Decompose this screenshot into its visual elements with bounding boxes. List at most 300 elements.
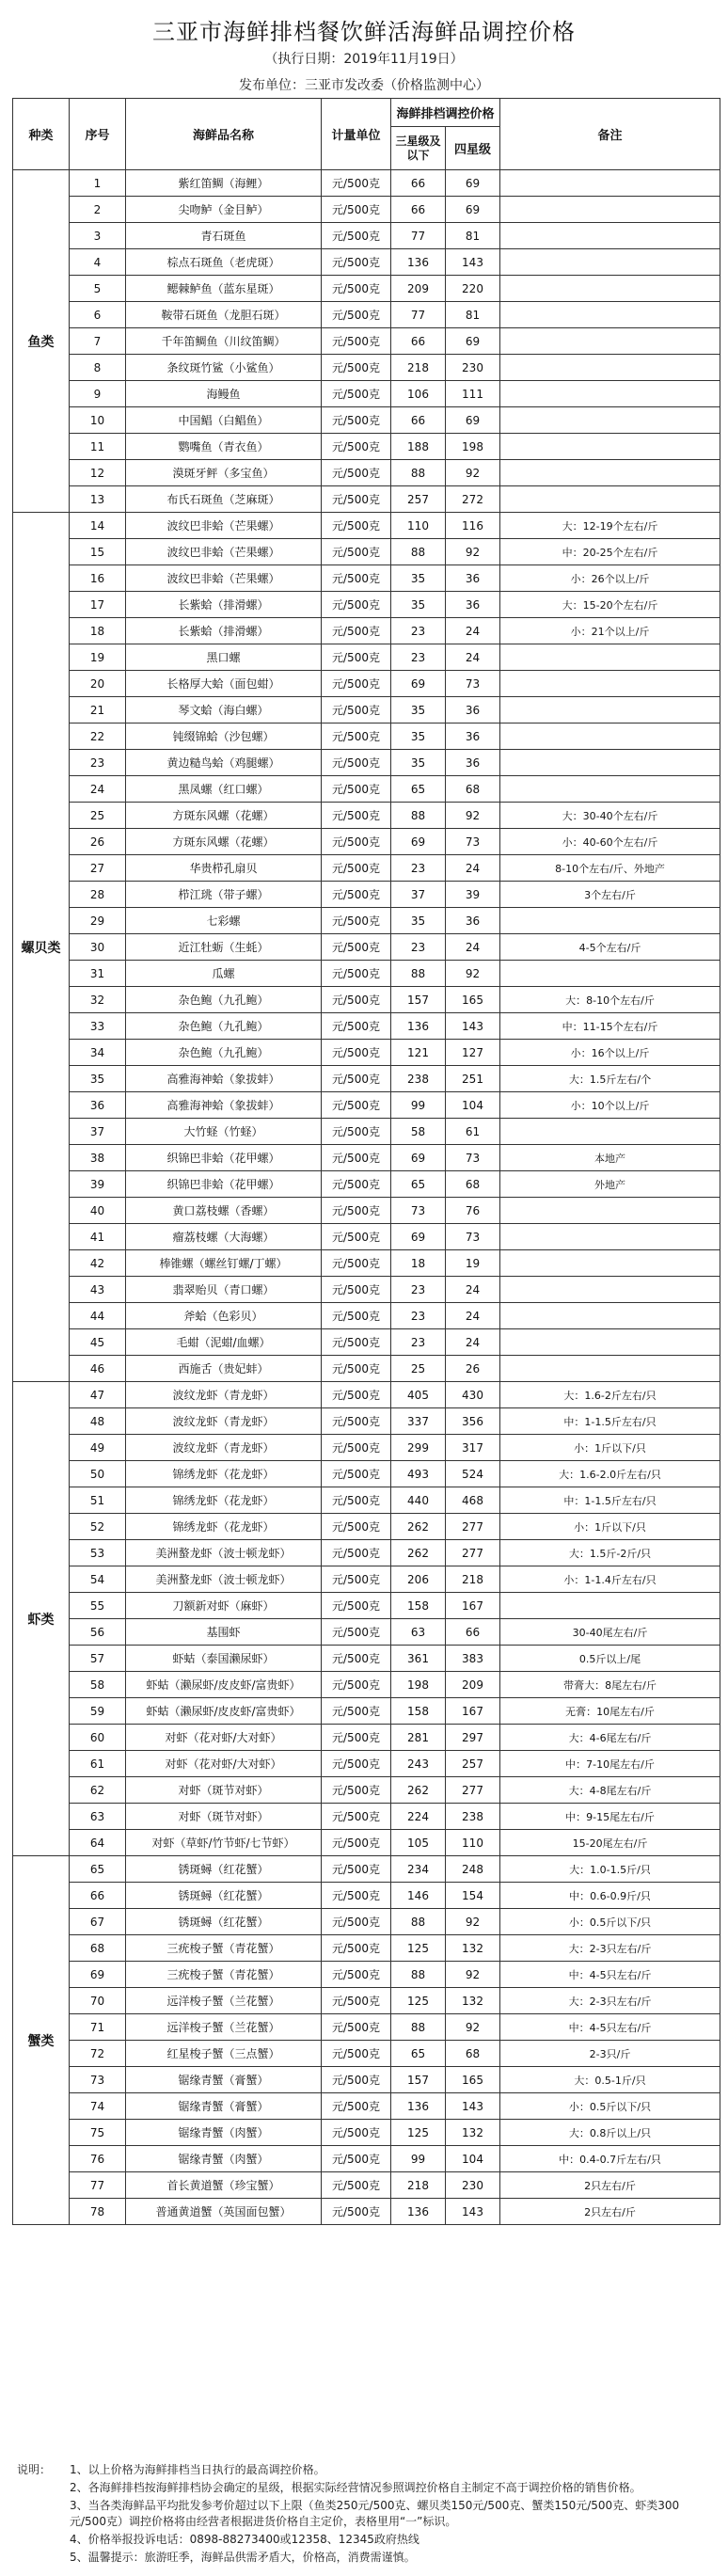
table-row <box>13 486 720 513</box>
seq-cell: 11 <box>70 434 126 460</box>
item-name-cell: 琴文蛤（海白螺） <box>126 697 322 724</box>
table-row <box>13 1277 720 1303</box>
price-three-star-cell: 337 <box>391 1408 446 1435</box>
price-three-star-cell: 37 <box>391 882 446 908</box>
table-row <box>13 539 720 565</box>
price-three-star-cell: 234 <box>391 1856 446 1883</box>
unit-cell: 元/500克 <box>322 1566 391 1593</box>
seq-cell: 8 <box>70 355 126 381</box>
price-four-star-cell: 73 <box>446 1224 500 1250</box>
seq-cell: 7 <box>70 328 126 355</box>
item-name-cell: 方斑东风螺（花螺） <box>126 803 322 829</box>
price-three-star-cell: 23 <box>391 1277 446 1303</box>
unit-cell: 元/500克 <box>322 1461 391 1487</box>
price-three-star-cell: 58 <box>391 1119 446 1145</box>
price-four-star-cell: 69 <box>446 170 500 197</box>
note-cell: 大：12-19个左右/斤 <box>500 513 720 539</box>
unit-cell: 元/500克 <box>322 908 391 934</box>
item-name-cell: 锈斑蟳（红花蟹） <box>126 1909 322 1935</box>
item-name-cell: 虾蛄（泰国濑尿虾） <box>126 1646 322 1672</box>
table-row <box>13 223 720 249</box>
note-cell: 中：11-15个左右/斤 <box>500 1013 720 1040</box>
unit-cell: 元/500克 <box>322 2199 391 2225</box>
price-four-star-cell: 92 <box>446 1962 500 1988</box>
price-three-star-cell: 77 <box>391 302 446 328</box>
seq-cell: 69 <box>70 1962 126 1988</box>
price-three-star-cell: 209 <box>391 276 446 302</box>
table-row <box>13 1040 720 1066</box>
price-three-star-cell: 88 <box>391 803 446 829</box>
seq-cell: 2 <box>70 197 126 223</box>
table-row <box>13 1250 720 1277</box>
item-name-cell: 锦绣龙虾（花龙虾） <box>126 1487 322 1514</box>
item-name-cell: 杂色鲍（九孔鲍） <box>126 1013 322 1040</box>
price-four-star-cell: 143 <box>446 2199 500 2225</box>
unit-cell: 元/500克 <box>322 961 391 987</box>
table-row <box>13 328 720 355</box>
note-cell <box>500 407 720 434</box>
item-name-cell: 锈斑蟳（红花蟹） <box>126 1856 322 1883</box>
seq-cell: 76 <box>70 2146 126 2172</box>
category-cell: 鱼类 <box>13 170 70 513</box>
seq-cell: 70 <box>70 1988 126 2014</box>
header-price-group: 海鲜排档调控价格 <box>391 99 500 127</box>
item-name-cell: 红星梭子蟹（三点蟹） <box>126 2041 322 2067</box>
seq-cell: 16 <box>70 565 126 592</box>
price-four-star-cell: 92 <box>446 803 500 829</box>
item-name-cell: 对虾（草虾/竹节虾/七节虾） <box>126 1830 322 1856</box>
price-three-star-cell: 257 <box>391 486 446 513</box>
item-name-cell: 近江牡蛎（生蚝） <box>126 934 322 961</box>
price-three-star-cell: 136 <box>391 249 446 276</box>
price-four-star-cell: 24 <box>446 855 500 882</box>
item-name-cell: 漠斑牙鲆（多宝鱼） <box>126 460 322 486</box>
notes-section <box>17 2462 713 2568</box>
table-row <box>13 2172 720 2199</box>
note-cell: 中：20-25个左右/斤 <box>500 539 720 565</box>
execution-date: （执行日期：2019年11月19日） <box>264 52 464 67</box>
price-three-star-cell: 66 <box>391 407 446 434</box>
table-row <box>13 1830 720 1856</box>
price-four-star-cell: 61 <box>446 1119 500 1145</box>
note-cell: 小：16个以上/斤 <box>500 1040 720 1066</box>
table-row <box>13 565 720 592</box>
unit-cell: 元/500克 <box>322 355 391 381</box>
price-three-star-cell: 198 <box>391 1672 446 1698</box>
unit-cell: 元/500克 <box>322 197 391 223</box>
header-seq: 序号 <box>70 99 126 170</box>
note-cell: 大：1.6-2.0斤左右/只 <box>500 1461 720 1487</box>
item-name-cell: 刀额新对虾（麻虾） <box>126 1593 322 1619</box>
price-four-star-cell: 524 <box>446 1461 500 1487</box>
note-cell: 小：1斤以下/只 <box>500 1514 720 1540</box>
price-three-star-cell: 99 <box>391 2146 446 2172</box>
unit-cell: 元/500克 <box>322 1804 391 1830</box>
table-row <box>13 1514 720 1540</box>
table-row <box>13 170 720 197</box>
price-three-star-cell: 440 <box>391 1487 446 1514</box>
note-text: 1、以上价格为海鲜排档当日执行的最高调控价格。 <box>70 2463 325 2476</box>
price-four-star-cell: 143 <box>446 2093 500 2120</box>
item-name-cell: 瓜螺 <box>126 961 322 987</box>
unit-cell: 元/500克 <box>322 1224 391 1250</box>
seq-cell: 52 <box>70 1514 126 1540</box>
table-row <box>13 1540 720 1566</box>
unit-cell: 元/500克 <box>322 513 391 539</box>
table-row <box>13 1224 720 1250</box>
item-name-cell: 锦绣龙虾（花龙虾） <box>126 1514 322 1540</box>
note-cell <box>500 1277 720 1303</box>
price-three-star-cell: 243 <box>391 1751 446 1777</box>
price-four-star-cell: 257 <box>446 1751 500 1777</box>
price-three-star-cell: 88 <box>391 2014 446 2041</box>
table-row <box>13 855 720 882</box>
unit-cell: 元/500克 <box>322 1277 391 1303</box>
price-three-star-cell: 125 <box>391 2120 446 2146</box>
item-name-cell: 西施舌（贵妃蚌） <box>126 1356 322 1382</box>
table-row <box>13 961 720 987</box>
table-row <box>13 987 720 1013</box>
seq-cell: 66 <box>70 1883 126 1909</box>
price-three-star-cell: 105 <box>391 1830 446 1856</box>
seq-cell: 36 <box>70 1092 126 1119</box>
table-row <box>13 882 720 908</box>
item-name-cell: 美洲螯龙虾（波士顿龙虾） <box>126 1566 322 1593</box>
price-three-star-cell: 65 <box>391 1171 446 1198</box>
note-cell: 无膏：10尾左右/斤 <box>500 1698 720 1725</box>
unit-cell: 元/500克 <box>322 276 391 302</box>
price-three-star-cell: 493 <box>391 1461 446 1487</box>
unit-cell: 元/500克 <box>322 1988 391 2014</box>
note-cell: 中：0.4-0.7斤左右/只 <box>500 2146 720 2172</box>
item-name-cell: 长紫蛤（排滑螺） <box>126 618 322 644</box>
seq-cell: 47 <box>70 1382 126 1408</box>
item-name-cell: 远洋梭子蟹（兰花蟹） <box>126 2014 322 2041</box>
note-cell: 小：0.5斤以下/只 <box>500 1909 720 1935</box>
item-name-cell: 方斑东风螺（花螺） <box>126 829 322 855</box>
table-row <box>13 1725 720 1751</box>
seq-cell: 55 <box>70 1593 126 1619</box>
item-name-cell: 织锦巴非蛤（花甲螺） <box>126 1171 322 1198</box>
price-four-star-cell: 167 <box>446 1698 500 1725</box>
table-row <box>13 2067 720 2093</box>
note-cell <box>500 750 720 776</box>
price-three-star-cell: 66 <box>391 197 446 223</box>
seq-cell: 23 <box>70 750 126 776</box>
seq-cell: 49 <box>70 1435 126 1461</box>
price-four-star-cell: 19 <box>446 1250 500 1277</box>
note-cell: 3个左右/斤 <box>500 882 720 908</box>
price-four-star-cell: 24 <box>446 1277 500 1303</box>
price-four-star-cell: 76 <box>446 1198 500 1224</box>
note-cell <box>500 961 720 987</box>
seq-cell: 4 <box>70 249 126 276</box>
note-cell: 外地产 <box>500 1171 720 1198</box>
price-three-star-cell: 23 <box>391 618 446 644</box>
table-row <box>13 1804 720 1830</box>
table-row <box>13 2146 720 2172</box>
price-three-star-cell: 23 <box>391 1303 446 1329</box>
item-name-cell: 毛蚶（泥蚶/血螺） <box>126 1329 322 1356</box>
price-three-star-cell: 157 <box>391 2067 446 2093</box>
price-four-star-cell: 430 <box>446 1382 500 1408</box>
unit-cell: 元/500克 <box>322 249 391 276</box>
note-cell: 中：7-10尾左右/斤 <box>500 1751 720 1777</box>
unit-cell: 元/500克 <box>322 2093 391 2120</box>
table-row <box>13 1329 720 1356</box>
table-row <box>13 1962 720 1988</box>
note-item: 4、价格举报投诉电话：0898-88273400或12358、12345政府热线 <box>70 2533 419 2546</box>
seq-cell: 60 <box>70 1725 126 1751</box>
unit-cell: 元/500克 <box>322 1356 391 1382</box>
seq-cell: 78 <box>70 2199 126 2225</box>
unit-cell: 元/500克 <box>322 1856 391 1883</box>
unit-cell: 元/500克 <box>322 855 391 882</box>
table-row <box>13 197 720 223</box>
note-cell <box>500 1329 720 1356</box>
note-cell <box>500 355 720 381</box>
price-four-star-cell: 317 <box>446 1435 500 1461</box>
price-three-star-cell: 23 <box>391 644 446 671</box>
price-three-star-cell: 262 <box>391 1514 446 1540</box>
item-name-cell: 杂色鲍（九孔鲍） <box>126 1040 322 1066</box>
item-name-cell: 三疣梭子蟹（青花蟹） <box>126 1962 322 1988</box>
unit-cell: 元/500克 <box>322 750 391 776</box>
table-row <box>13 618 720 644</box>
price-three-star-cell: 88 <box>391 460 446 486</box>
price-four-star-cell: 230 <box>446 355 500 381</box>
price-four-star-cell: 383 <box>446 1646 500 1672</box>
seq-cell: 5 <box>70 276 126 302</box>
note-cell <box>500 1119 720 1145</box>
table-row <box>13 750 720 776</box>
table-row <box>13 1566 720 1593</box>
price-four-star-cell: 104 <box>446 1092 500 1119</box>
price-three-star-cell: 224 <box>391 1804 446 1830</box>
price-four-star-cell: 69 <box>446 197 500 223</box>
table-row <box>13 697 720 724</box>
unit-cell: 元/500克 <box>322 644 391 671</box>
item-name-cell: 美洲螯龙虾（波士顿龙虾） <box>126 1540 322 1566</box>
unit-cell: 元/500克 <box>322 1909 391 1935</box>
item-name-cell: 对虾（花对虾/大对虾） <box>126 1751 322 1777</box>
unit-cell: 元/500克 <box>322 2014 391 2041</box>
category-cell: 蟹类 <box>13 1856 70 2225</box>
unit-cell: 元/500克 <box>322 618 391 644</box>
seq-cell: 10 <box>70 407 126 434</box>
price-three-star-cell: 65 <box>391 776 446 803</box>
table-row <box>13 355 720 381</box>
table-row <box>13 776 720 803</box>
price-four-star-cell: 277 <box>446 1777 500 1804</box>
seq-cell: 1 <box>70 170 126 197</box>
price-three-star-cell: 23 <box>391 855 446 882</box>
seq-cell: 34 <box>70 1040 126 1066</box>
note-item: 2、各海鲜排档按海鲜排档协会确定的星级，根据实际经营情况参照调控价格自主制定不高于调控价格的销售价格。 <box>70 2481 641 2494</box>
table-row <box>13 1145 720 1171</box>
note-cell: 小：40-60个左右/斤 <box>500 829 720 855</box>
unit-cell: 元/500克 <box>322 1514 391 1540</box>
table-row <box>13 1619 720 1646</box>
item-name-cell: 长格厚大蛤（面包蚶） <box>126 671 322 697</box>
price-four-star-cell: 24 <box>446 1303 500 1329</box>
note-cell: 大：1.5斤-2斤/只 <box>500 1540 720 1566</box>
item-name-cell: 钝缀锦蛤（沙包螺） <box>126 724 322 750</box>
table-row <box>13 829 720 855</box>
price-four-star-cell: 277 <box>446 1540 500 1566</box>
price-three-star-cell: 299 <box>391 1435 446 1461</box>
table-row <box>13 934 720 961</box>
price-four-star-cell: 36 <box>446 565 500 592</box>
seq-cell: 43 <box>70 1277 126 1303</box>
price-three-star-cell: 238 <box>391 1066 446 1092</box>
seq-cell: 41 <box>70 1224 126 1250</box>
price-four-star-cell: 248 <box>446 1856 500 1883</box>
price-four-star-cell: 230 <box>446 2172 500 2199</box>
note-cell: 本地产 <box>500 1145 720 1171</box>
item-name-cell: 对虾（斑节对虾） <box>126 1777 322 1804</box>
table-row <box>13 1435 720 1461</box>
price-four-star-cell: 24 <box>446 644 500 671</box>
item-name-cell: 高雅海神蛤（象拔蚌） <box>126 1066 322 1092</box>
note-cell: 大：0.5-1斤/只 <box>500 2067 720 2093</box>
seq-cell: 75 <box>70 2120 126 2146</box>
unit-cell: 元/500克 <box>322 724 391 750</box>
item-name-cell: 锈斑蟳（红花蟹） <box>126 1883 322 1909</box>
table-row <box>13 1698 720 1725</box>
unit-cell: 元/500克 <box>322 1329 391 1356</box>
table-row <box>13 1119 720 1145</box>
unit-cell: 元/500克 <box>322 1487 391 1514</box>
price-four-star-cell: 73 <box>446 829 500 855</box>
note-cell: 小：0.5斤以下/只 <box>500 2093 720 2120</box>
item-name-cell: 对虾（花对虾/大对虾） <box>126 1725 322 1751</box>
table-row <box>13 1751 720 1777</box>
seq-cell: 13 <box>70 486 126 513</box>
price-three-star-cell: 25 <box>391 1356 446 1382</box>
note-cell: 2只左右/斤 <box>500 2199 720 2225</box>
price-four-star-cell: 68 <box>446 1171 500 1198</box>
price-three-star-cell: 110 <box>391 513 446 539</box>
note-cell: 大：0.8斤以上/只 <box>500 2120 720 2146</box>
note-cell: 大：1.6-2斤左右/只 <box>500 1382 720 1408</box>
unit-cell: 元/500克 <box>322 2120 391 2146</box>
price-four-star-cell: 26 <box>446 1356 500 1382</box>
seq-cell: 72 <box>70 2041 126 2067</box>
table-row <box>13 2093 720 2120</box>
table-row <box>13 1487 720 1514</box>
unit-cell: 元/500克 <box>322 486 391 513</box>
price-three-star-cell: 125 <box>391 1988 446 2014</box>
item-name-cell: 尖吻鲈（金目鲈） <box>126 197 322 223</box>
unit-cell: 元/500克 <box>322 539 391 565</box>
price-three-star-cell: 361 <box>391 1646 446 1672</box>
seq-cell: 24 <box>70 776 126 803</box>
note-cell: 中：1-1.5斤左右/只 <box>500 1487 720 1514</box>
item-name-cell: 黄口荔枝螺（香螺） <box>126 1198 322 1224</box>
item-name-cell: 千年笛鲷鱼（川纹笛鲷） <box>126 328 322 355</box>
seq-cell: 40 <box>70 1198 126 1224</box>
seq-cell: 42 <box>70 1250 126 1277</box>
table-row <box>13 1593 720 1619</box>
price-four-star-cell: 165 <box>446 987 500 1013</box>
seq-cell: 35 <box>70 1066 126 1092</box>
publisher: 发布单位：三亚市发改委（价格监测中心） <box>239 78 489 93</box>
price-four-star-cell: 218 <box>446 1566 500 1593</box>
table-row <box>13 513 720 539</box>
price-four-star-cell: 220 <box>446 276 500 302</box>
price-three-star-cell: 88 <box>391 961 446 987</box>
note-cell: 小：26个以上/斤 <box>500 565 720 592</box>
note-cell <box>500 276 720 302</box>
note-cell <box>500 1356 720 1382</box>
note-cell <box>500 223 720 249</box>
seq-cell: 46 <box>70 1356 126 1382</box>
seq-cell: 65 <box>70 1856 126 1883</box>
price-three-star-cell: 121 <box>391 1040 446 1066</box>
note-cell: 中：9-15尾左右/斤 <box>500 1804 720 1830</box>
item-name-cell: 棒锥螺（螺丝钉螺/丁螺） <box>126 1250 322 1277</box>
unit-cell: 元/500克 <box>322 1040 391 1066</box>
item-name-cell: 虾蛄（濑尿虾/皮皮虾/富贵虾） <box>126 1672 322 1698</box>
note-cell: 中：1-1.5斤左右/只 <box>500 1408 720 1435</box>
unit-cell: 元/500克 <box>322 1382 391 1408</box>
price-four-star-cell: 132 <box>446 1988 500 2014</box>
header-category: 种类 <box>13 99 70 170</box>
unit-cell: 元/500克 <box>322 2067 391 2093</box>
unit-cell: 元/500克 <box>322 697 391 724</box>
seq-cell: 14 <box>70 513 126 539</box>
unit-cell: 元/500克 <box>322 803 391 829</box>
category-cell: 螺贝类 <box>13 513 70 1382</box>
price-three-star-cell: 35 <box>391 697 446 724</box>
seq-cell: 64 <box>70 1830 126 1856</box>
note-cell: 小：1-1.4斤左右/只 <box>500 1566 720 1593</box>
note-cell <box>500 671 720 697</box>
price-four-star-cell: 36 <box>446 750 500 776</box>
note-cell <box>500 1250 720 1277</box>
item-name-cell: 七彩螺 <box>126 908 322 934</box>
price-four-star-cell: 116 <box>446 513 500 539</box>
unit-cell: 元/500克 <box>322 565 391 592</box>
price-four-star-cell: 36 <box>446 697 500 724</box>
item-name-cell: 高雅海神蛤（象拔蚌） <box>126 1092 322 1119</box>
item-name-cell: 波纹巴非蛤（芒果螺） <box>126 565 322 592</box>
price-three-star-cell: 281 <box>391 1725 446 1751</box>
price-three-star-cell: 206 <box>391 1566 446 1593</box>
table-body <box>13 170 720 2225</box>
note-item <box>17 2462 713 2478</box>
item-name-cell: 波纹巴非蛤（芒果螺） <box>126 513 322 539</box>
table-row <box>13 2014 720 2041</box>
note-cell <box>500 1198 720 1224</box>
table-row <box>13 381 720 407</box>
price-four-star-cell: 92 <box>446 1909 500 1935</box>
seq-cell: 74 <box>70 2093 126 2120</box>
item-name-cell: 锯缘青蟹（膏蟹） <box>126 2067 322 2093</box>
table-row <box>13 1672 720 1698</box>
header-name: 海鲜品名称 <box>126 99 322 170</box>
price-four-star-cell: 66 <box>446 1619 500 1646</box>
table-row <box>13 276 720 302</box>
price-four-star-cell: 167 <box>446 1593 500 1619</box>
seq-cell: 38 <box>70 1145 126 1171</box>
seq-cell: 9 <box>70 381 126 407</box>
table-row <box>13 1461 720 1487</box>
seq-cell: 56 <box>70 1619 126 1646</box>
price-four-star-cell: 143 <box>446 1013 500 1040</box>
category-cell: 虾类 <box>13 1382 70 1856</box>
